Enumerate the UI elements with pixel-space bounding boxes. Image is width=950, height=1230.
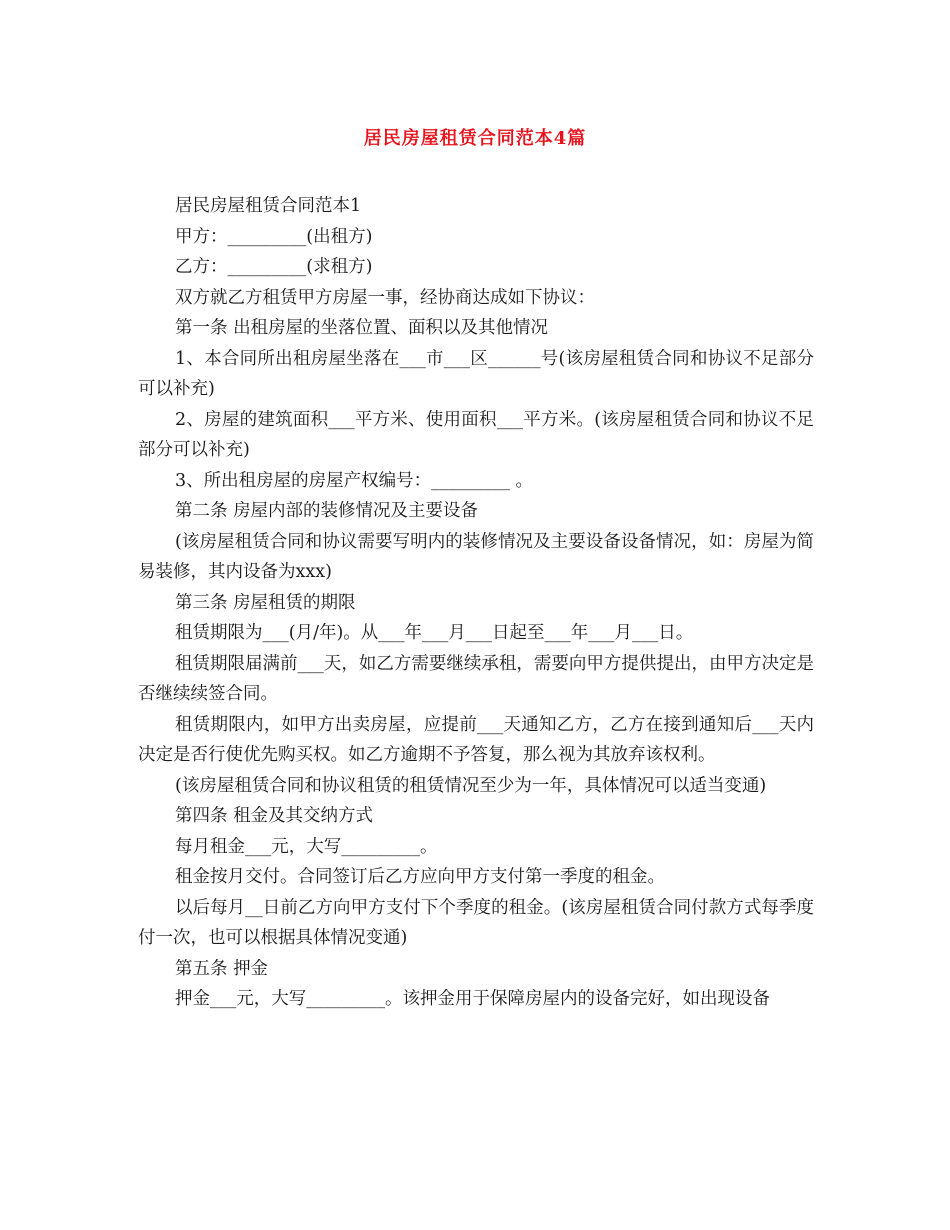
paragraph: 第三条 房屋租赁的期限 bbox=[175, 592, 356, 613]
paragraph: 甲方：_________(出租方) bbox=[175, 226, 373, 247]
paragraph: 第二条 房屋内部的装修情况及主要设备 bbox=[175, 501, 479, 521]
paragraph: 乙方：_________(求租方) bbox=[175, 257, 373, 277]
paragraph: 押金___元，大写_________。该押金用于保障房屋内的设备完好，如出现设备 bbox=[175, 989, 770, 1009]
paragraph: 租金按月交付。合同签订后乙方应向甲方支付第一季度的租金。 bbox=[175, 867, 665, 887]
paragraph: 第四条 租金及其交纳方式 bbox=[175, 806, 374, 826]
document-title: 居民房屋租赁合同范本4篇 bbox=[363, 128, 587, 149]
paragraph: 双方就乙方租赁甲方房屋一事，经协商达成如下协议： bbox=[175, 287, 595, 308]
paragraph: 3、所出租房屋的房屋产权编号：_________ 。 bbox=[175, 470, 533, 491]
paragraph: 租赁期限届满前___天，如乙方需要继续承租，需要向甲方提供提出，由甲方决定是否继续续签合同。 bbox=[138, 653, 814, 704]
paragraph: (该房屋租赁合同和协议需要写明内的装修情况及主要设备设备情况，如：房屋为简易装修，其内设备为xxx) bbox=[138, 531, 814, 582]
paragraph: 1、本合同所出租房屋坐落在___市___区______号(该房屋租赁合同和协议不足部分可以补充) bbox=[138, 348, 814, 399]
document-body bbox=[138, 191, 814, 1015]
paragraph: (该房屋租赁合同和协议租赁的租赁情况至少为一年，具体情况可以适当变通) bbox=[175, 775, 767, 796]
paragraph: 租赁期限为___(月/年)。从___年___月___日起至___年___月___日。 bbox=[175, 623, 694, 643]
paragraph: 第五条 押金 bbox=[175, 958, 269, 979]
paragraph: 居民房屋租赁合同范本1 bbox=[175, 196, 362, 216]
paragraph: 2、房屋的建筑面积___平方米、使用面积___平方米。(该房屋租赁合同和协议不足部分可以补充) bbox=[138, 409, 814, 460]
paragraph: 第一条 出租房屋的坐落位置、面积以及其他情况 bbox=[175, 318, 549, 338]
paragraph: 租赁期限内，如甲方出卖房屋，应提前___天通知乙方，乙方在接到通知后___天内决定是否行使优先购买权。如乙方逾期不予答复，那么视为其放弃该权利。 bbox=[138, 714, 814, 765]
paragraph: 每月租金___元，大写_________。 bbox=[175, 836, 438, 857]
paragraph: 以后每月__日前乙方向甲方支付下个季度的租金。(该房屋租赁合同付款方式每季度付一次，也可以根据具体情况变通) bbox=[138, 897, 814, 948]
